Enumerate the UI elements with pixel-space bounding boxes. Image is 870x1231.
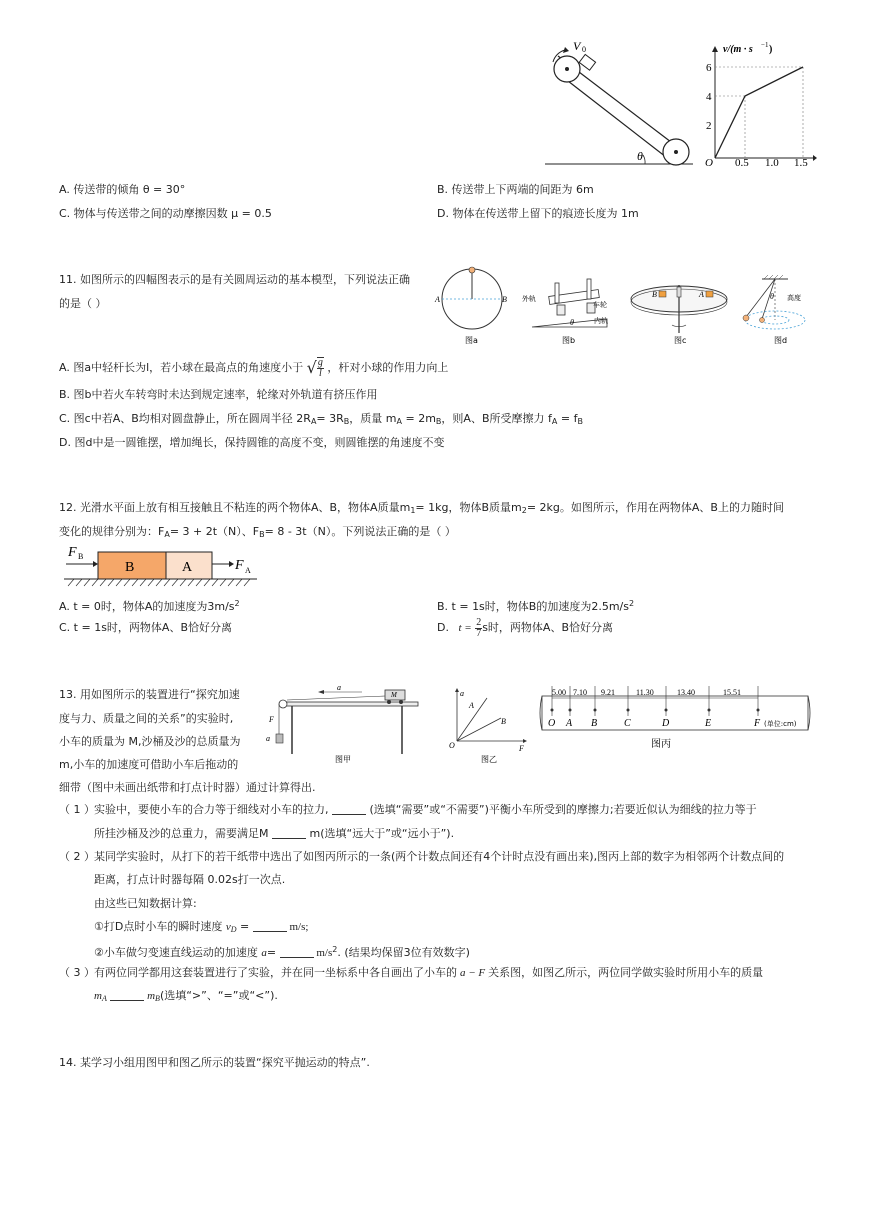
svg-text:A: A bbox=[566, 718, 573, 729]
answer-blank-mass-relation[interactable] bbox=[272, 828, 306, 839]
svg-text:9.21: 9.21 bbox=[601, 688, 615, 697]
q13-part3-line2: $m_A$ $m_B$(选填“>”、“=”或“<”). bbox=[94, 989, 278, 1003]
q13-part1-line1: 实验中，要使小车的合力等于细线对小车的拉力, (选填“需要”或“不需要”)平衡小车所受到的摩擦力;若要近似认为细线的拉力等于 bbox=[94, 803, 757, 816]
svg-text:A: A bbox=[245, 566, 251, 575]
svg-text:高度: 高度 bbox=[787, 294, 801, 302]
svg-text:θ: θ bbox=[570, 318, 574, 327]
q13-part2-line3: 由这些已知数据计算: bbox=[94, 897, 197, 910]
svg-text:F: F bbox=[68, 545, 77, 560]
q14-stem: 14. 某学习小组用图甲和图乙所示的装置“探究平抛运动的特点”. bbox=[59, 1056, 370, 1069]
q11-stem-line1: 11. 如图所示的四幅图表示的是有关圆周运动的基本模型，下列说法正确 bbox=[59, 273, 410, 286]
q11-option-b: B. 图b中若火车转弯时未达到规定速率，轮缘对外轨道有挤压作用 bbox=[59, 388, 378, 401]
q13-stem-2: 度与力、质量之间的关系”的实验时, bbox=[59, 712, 234, 725]
q13-stem-1: 13. 用如图所示的装置进行“探究加速 bbox=[59, 688, 240, 701]
q12-stem-line1: 12. 光滑水平面上放有相互接触且不粘连的两个物体A、B，物体A质量$m_1= 1kg$，物体B质量$m_2= 2kg$。如图所示，作用在两物体A、B上的力随时间 bbox=[59, 501, 784, 515]
svg-text:B: B bbox=[591, 718, 598, 729]
q12-option-d: D. t = $\frac{2}{7}$ s时，两物体A、B恰好分离 bbox=[437, 616, 614, 639]
svg-text:图a: 图a bbox=[465, 336, 478, 345]
q13-part1-line2: 所挂沙桶及沙的总重力，需要满足M m(选填“远大于”或“远小于”). bbox=[94, 827, 455, 840]
svg-text:M: M bbox=[391, 691, 397, 699]
svg-text:B: B bbox=[78, 552, 84, 561]
svg-text:13.40: 13.40 bbox=[677, 688, 695, 697]
answer-blank-vd[interactable] bbox=[253, 921, 287, 932]
svg-text:C: C bbox=[624, 718, 631, 729]
svg-text:11.30: 11.30 bbox=[636, 688, 654, 697]
q13-part2-line4: ①打D点时小车的瞬时速度 $v_D = m/s$; bbox=[94, 920, 309, 934]
q13-fig-bing-tape bbox=[538, 684, 813, 754]
theta-label: θ bbox=[637, 149, 643, 163]
q10-option-c: C. 物体与传送带之间的动摩擦因数 μ = 0.5 bbox=[59, 207, 272, 220]
svg-text:B: B bbox=[125, 560, 135, 575]
answer-blank-mass-compare[interactable] bbox=[110, 990, 144, 1001]
svg-text:F: F bbox=[269, 715, 274, 724]
svg-text:−1: −1 bbox=[761, 41, 769, 49]
q12-option-c: C. t = 1s时，两物体A、B恰好分离 bbox=[59, 621, 232, 634]
q10-option-b: B. 传送带上下两端的间距为 6m bbox=[437, 183, 594, 196]
v0-label: V bbox=[573, 39, 581, 53]
svg-text:O: O bbox=[548, 718, 556, 729]
svg-text:图c: 图c bbox=[674, 336, 687, 345]
q13-part2-line5: ②小车做匀变速直线运动的加速度 $a= m/s^2$. (结果均保留3位有效数字) bbox=[94, 945, 470, 959]
q13-stem-3: 小车的质量为 M,沙桶及沙的总质量为 bbox=[59, 735, 241, 748]
q12-option-a: A. t = 0时，物体A的加速度为$3m/s^2$ bbox=[59, 599, 240, 613]
svg-text:O: O bbox=[705, 157, 713, 169]
svg-text:F: F bbox=[519, 744, 524, 753]
svg-text:图丙: 图丙 bbox=[651, 739, 671, 750]
svg-text:图乙: 图乙 bbox=[481, 755, 497, 764]
q13-part3-label: （ 3 ） bbox=[59, 966, 95, 979]
answer-blank-friction[interactable] bbox=[332, 804, 366, 815]
q13-stem-4: m,小车的加速度可借助小车后拖动的 bbox=[59, 758, 239, 771]
svg-text:a: a bbox=[266, 734, 270, 743]
svg-text:D: D bbox=[662, 718, 670, 729]
q11-figures bbox=[432, 265, 817, 347]
svg-text:B: B bbox=[501, 717, 506, 726]
q13-fig-yi bbox=[447, 686, 532, 766]
q11-stem-line2: 的是（ ） bbox=[59, 297, 107, 310]
svg-text:7.10: 7.10 bbox=[573, 688, 587, 697]
q11-option-c: C. 图c中若A、B均相对圆盘静止，所在圆周半径 $2R_A= 3R_B$，质量 $m_A = 2m_B$，则A、B所受摩擦力 $f_A = f_B$ bbox=[59, 412, 583, 426]
q13-part2-label: （ 2 ） bbox=[59, 850, 95, 863]
svg-text:A: A bbox=[435, 295, 440, 304]
svg-text:图d: 图d bbox=[774, 336, 788, 345]
svg-text:15.51: 15.51 bbox=[723, 688, 741, 697]
svg-text:4: 4 bbox=[706, 91, 712, 103]
answer-blank-acceleration[interactable] bbox=[280, 947, 314, 958]
q10-option-a: A. 传送带的倾角 θ = 30° bbox=[59, 183, 186, 196]
svg-text:6: 6 bbox=[706, 62, 712, 74]
q13-part1-label: （ 1 ） bbox=[59, 803, 95, 816]
svg-text:图甲: 图甲 bbox=[335, 755, 351, 764]
q13-stem-5: 细带（图中未画出纸带和打点计时器）通过计算得出. bbox=[59, 781, 316, 794]
svg-text:2: 2 bbox=[706, 120, 712, 132]
svg-text:1.5: 1.5 bbox=[794, 157, 808, 169]
q10-option-d: D. 物体在传送带上留下的痕迹长度为 1m bbox=[437, 207, 639, 220]
svg-text:(单位:cm): (单位:cm) bbox=[764, 720, 797, 728]
sqrt-g-over-l: $\frac{g}{l}$ bbox=[317, 357, 323, 379]
svg-text:A: A bbox=[182, 560, 193, 575]
svg-text:E: E bbox=[705, 718, 712, 729]
svg-text:图b: 图b bbox=[562, 336, 576, 345]
svg-text:B: B bbox=[502, 295, 507, 304]
svg-text:F: F bbox=[754, 718, 761, 729]
svg-text:θ: θ bbox=[770, 292, 774, 301]
svg-text:内轨: 内轨 bbox=[594, 317, 608, 325]
vt-graph bbox=[703, 40, 818, 170]
svg-text:0: 0 bbox=[582, 45, 586, 54]
q13-part3-line1: 有两位同学都用这套装置进行了实验，并在同一坐标系中各自画出了小车的 a − F 关系图，如图乙所示，两位同学做实验时所用小车的质量 bbox=[94, 966, 764, 979]
q11-option-d: D. 图d中是一圆锥摆，增加绳长，保持圆锥的高度不变，则圆锥摆的角速度不变 bbox=[59, 436, 445, 449]
svg-text:a: a bbox=[460, 689, 464, 698]
svg-text:): ) bbox=[769, 44, 773, 55]
svg-text:B: B bbox=[652, 290, 657, 299]
svg-text:v/(m · s: v/(m · s bbox=[723, 44, 753, 55]
q12-stem-line2: 变化的规律分别为：$F_A= 3 + 2t(N)$、$F_B= 8 - 3t(N)$。下列说法正确的是（ ） bbox=[59, 525, 456, 539]
svg-text:a: a bbox=[337, 684, 341, 692]
svg-text:O: O bbox=[449, 741, 455, 750]
svg-text:1.0: 1.0 bbox=[765, 157, 779, 169]
svg-text:外轨: 外轨 bbox=[522, 295, 536, 303]
conveyor-belt-figure bbox=[545, 38, 695, 168]
svg-text:0.5: 0.5 bbox=[735, 157, 749, 169]
q13-fig-jia bbox=[262, 684, 422, 766]
q12-option-b: B. t = 1s时，物体B的加速度为$2.5m/s^2$ bbox=[437, 599, 635, 613]
q13-part2-line2: 距离，打点计时器每隔 0.02s打一次点. bbox=[94, 873, 286, 886]
q12-blocks-figure bbox=[62, 542, 262, 592]
svg-text:F: F bbox=[235, 558, 244, 573]
q11-option-a: A. 图a中轻杆长为l，若小球在最高点的角速度小于 √ $\frac{g}{l}$ ，杆对小球的作用力向上 bbox=[59, 357, 449, 379]
svg-text:5.00: 5.00 bbox=[552, 688, 566, 697]
svg-text:A: A bbox=[469, 701, 474, 710]
svg-text:A: A bbox=[699, 290, 704, 299]
q13-part2-line1: 某同学实验时，从打下的若干纸带中选出了如图丙所示的一条(两个计数点间还有4个计时点没有画出来),图丙上部的数字为相邻两个计数点间的 bbox=[94, 850, 785, 863]
svg-text:车轮: 车轮 bbox=[593, 301, 607, 309]
